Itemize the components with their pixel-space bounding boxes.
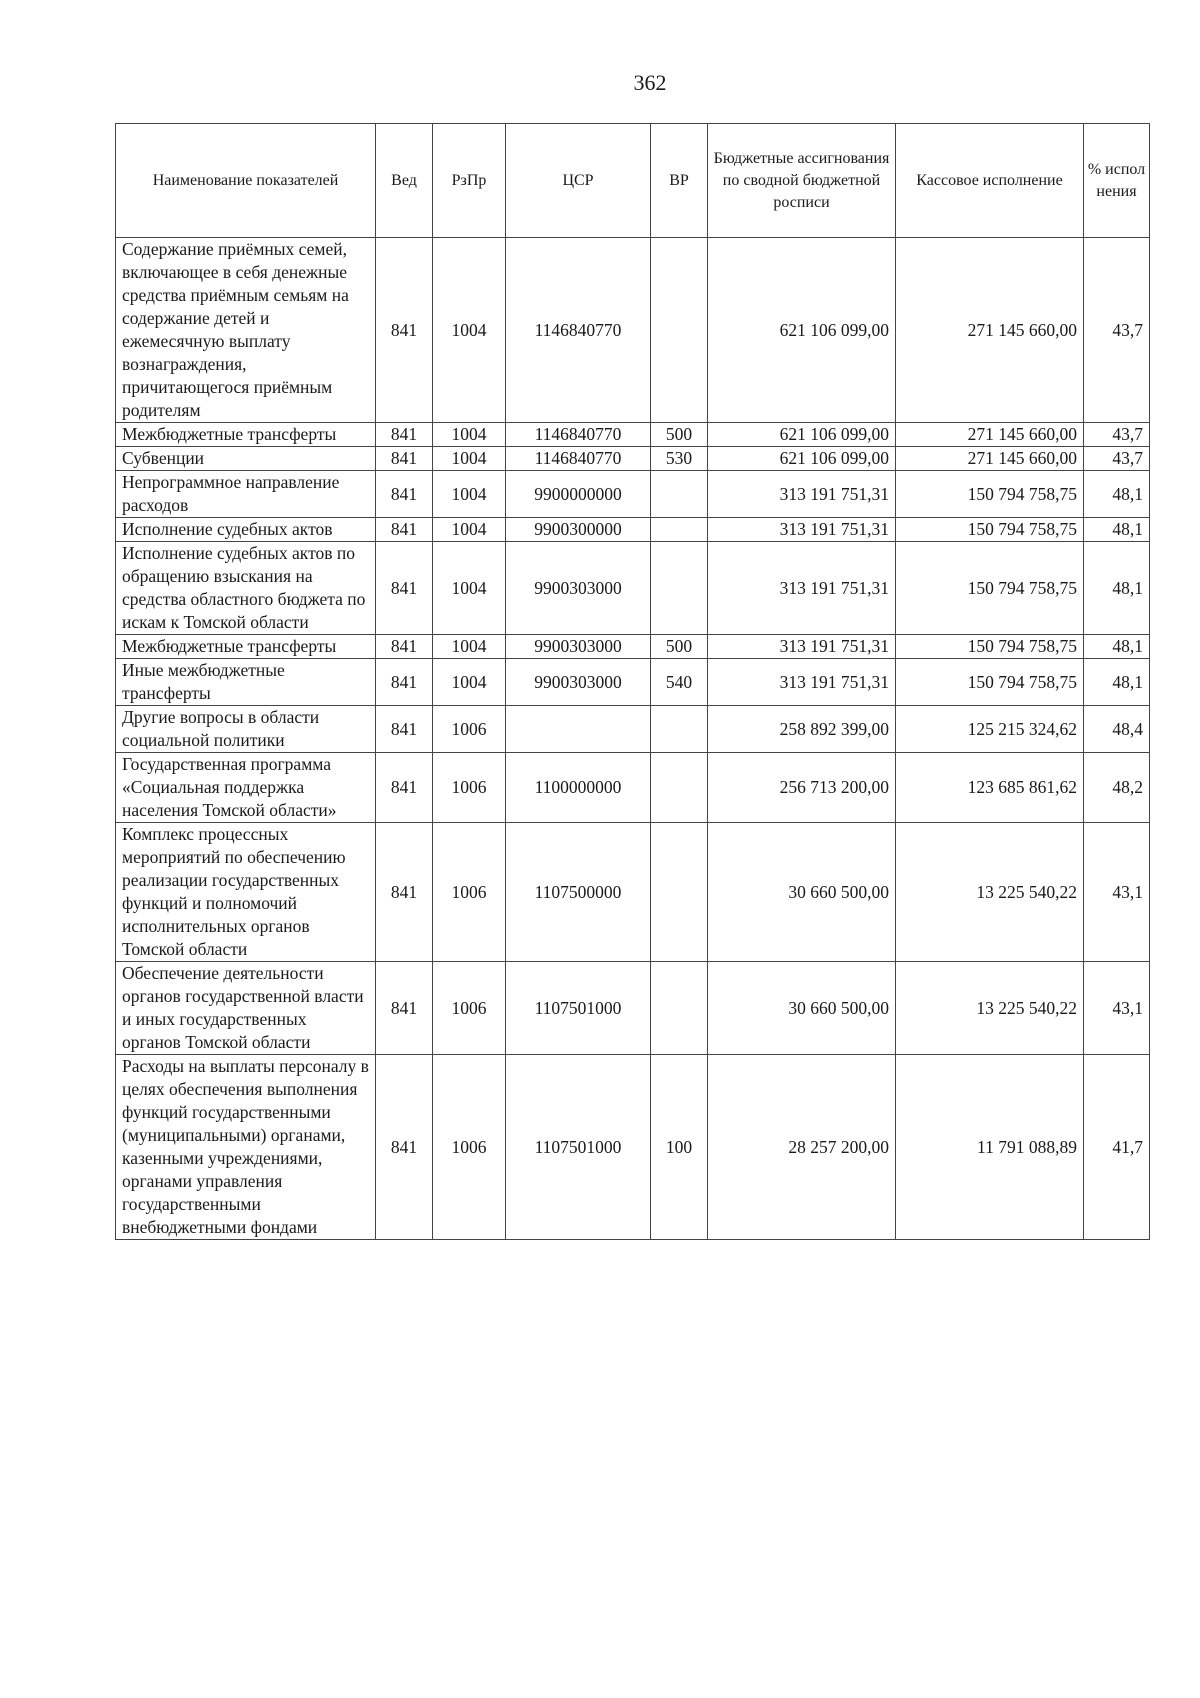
row-ved: 841	[376, 423, 433, 447]
row-ved: 841	[376, 753, 433, 823]
row-name: Комплекс процессных мероприятий по обеспечению реализации государственных функций и полномочий исполнительных органов Томской области	[116, 823, 376, 962]
header-fact: Кассовое исполнение	[896, 124, 1084, 238]
table-row	[116, 471, 1150, 518]
row-rzpr: 1006	[433, 706, 506, 753]
row-csr: 9900303000	[506, 635, 651, 659]
row-csr: 1107500000	[506, 823, 651, 962]
row-plan: 28 257 200,00	[708, 1055, 896, 1240]
row-pct: 43,7	[1084, 447, 1150, 471]
row-csr: 1146840770	[506, 423, 651, 447]
row-csr: 9900303000	[506, 542, 651, 635]
row-ved: 841	[376, 706, 433, 753]
header-rzpr: РзПр	[433, 124, 506, 238]
row-plan: 621 106 099,00	[708, 423, 896, 447]
table-row	[116, 518, 1150, 542]
row-vr	[651, 962, 708, 1055]
row-plan: 258 892 399,00	[708, 706, 896, 753]
row-pct: 48,1	[1084, 542, 1150, 635]
row-ved: 841	[376, 471, 433, 518]
row-rzpr: 1004	[433, 518, 506, 542]
row-pct: 48,1	[1084, 518, 1150, 542]
row-plan: 313 191 751,31	[708, 518, 896, 542]
row-ved: 841	[376, 823, 433, 962]
row-fact: 150 794 758,75	[896, 518, 1084, 542]
row-vr	[651, 471, 708, 518]
row-vr	[651, 753, 708, 823]
table-header-row	[116, 124, 1150, 238]
row-pct: 43,1	[1084, 823, 1150, 962]
row-fact: 125 215 324,62	[896, 706, 1084, 753]
row-ved: 841	[376, 1055, 433, 1240]
row-plan: 313 191 751,31	[708, 471, 896, 518]
row-rzpr: 1004	[433, 471, 506, 518]
row-name: Расходы на выплаты персоналу в целях обеспечения выполнения функций государственными (муниципальными) органами, казенными учреждениями, органами управления государственными внебюджетными фондами	[116, 1055, 376, 1240]
row-rzpr: 1004	[433, 659, 506, 706]
row-rzpr: 1004	[433, 423, 506, 447]
row-fact: 271 145 660,00	[896, 447, 1084, 471]
row-fact: 150 794 758,75	[896, 635, 1084, 659]
budget-table	[115, 123, 1150, 1240]
row-ved: 841	[376, 635, 433, 659]
table-row	[116, 753, 1150, 823]
row-plan: 256 713 200,00	[708, 753, 896, 823]
row-vr	[651, 823, 708, 962]
row-name: Государственная программа «Социальная поддержка населения Томской области»	[116, 753, 376, 823]
row-ved: 841	[376, 542, 433, 635]
page-number: 362	[633, 70, 667, 95]
row-pct: 48,1	[1084, 471, 1150, 518]
row-plan: 30 660 500,00	[708, 962, 896, 1055]
row-pct: 48,2	[1084, 753, 1150, 823]
row-rzpr: 1006	[433, 1055, 506, 1240]
row-vr: 500	[651, 423, 708, 447]
row-csr: 9900300000	[506, 518, 651, 542]
row-csr: 1107501000	[506, 962, 651, 1055]
header-ved: Вед	[376, 124, 433, 238]
row-fact: 271 145 660,00	[896, 238, 1084, 423]
row-plan: 313 191 751,31	[708, 659, 896, 706]
row-fact: 150 794 758,75	[896, 471, 1084, 518]
row-pct: 48,1	[1084, 635, 1150, 659]
row-rzpr: 1006	[433, 753, 506, 823]
row-csr: 9900000000	[506, 471, 651, 518]
row-vr: 530	[651, 447, 708, 471]
row-fact: 123 685 861,62	[896, 753, 1084, 823]
row-name: Субвенции	[116, 447, 376, 471]
row-vr	[651, 518, 708, 542]
table-row	[116, 1055, 1150, 1240]
row-vr: 500	[651, 635, 708, 659]
row-fact: 150 794 758,75	[896, 542, 1084, 635]
row-vr: 540	[651, 659, 708, 706]
row-name: Межбюджетные трансферты	[116, 635, 376, 659]
row-name: Обеспечение деятельности органов государственной власти и иных государственных органов Томской области	[116, 962, 376, 1055]
table-row	[116, 823, 1150, 962]
row-csr: 1107501000	[506, 1055, 651, 1240]
table-row	[116, 447, 1150, 471]
table-row	[116, 635, 1150, 659]
row-fact: 13 225 540,22	[896, 962, 1084, 1055]
row-rzpr: 1004	[433, 542, 506, 635]
row-pct: 48,1	[1084, 659, 1150, 706]
header-csr: ЦСР	[506, 124, 651, 238]
row-rzpr: 1004	[433, 447, 506, 471]
row-vr	[651, 238, 708, 423]
row-plan: 30 660 500,00	[708, 823, 896, 962]
row-rzpr: 1006	[433, 962, 506, 1055]
header-pct: % испол нения	[1084, 124, 1150, 238]
row-fact: 271 145 660,00	[896, 423, 1084, 447]
row-pct: 43,7	[1084, 423, 1150, 447]
row-csr: 1146840770	[506, 238, 651, 423]
row-ved: 841	[376, 447, 433, 471]
table-row	[116, 659, 1150, 706]
row-pct: 43,1	[1084, 962, 1150, 1055]
row-name: Непрограммное направление расходов	[116, 471, 376, 518]
row-csr	[506, 706, 651, 753]
row-plan: 621 106 099,00	[708, 238, 896, 423]
row-csr: 1146840770	[506, 447, 651, 471]
row-ved: 841	[376, 238, 433, 423]
table-row	[116, 962, 1150, 1055]
table-row	[116, 238, 1150, 423]
header-vr: ВР	[651, 124, 708, 238]
row-pct: 48,4	[1084, 706, 1150, 753]
row-name: Исполнение судебных актов по обращению взыскания на средства областного бюджета по искам к Томской области	[116, 542, 376, 635]
row-name: Межбюджетные трансферты	[116, 423, 376, 447]
table-row	[116, 423, 1150, 447]
header-plan: Бюджетные ассигнования по сводной бюджетной росписи	[708, 124, 896, 238]
row-fact: 150 794 758,75	[896, 659, 1084, 706]
row-ved: 841	[376, 659, 433, 706]
row-vr: 100	[651, 1055, 708, 1240]
header-name: Наименование показателей	[116, 124, 376, 238]
row-ved: 841	[376, 518, 433, 542]
row-rzpr: 1004	[433, 635, 506, 659]
row-fact: 13 225 540,22	[896, 823, 1084, 962]
row-ved: 841	[376, 962, 433, 1055]
row-pct: 43,7	[1084, 238, 1150, 423]
row-fact: 11 791 088,89	[896, 1055, 1084, 1240]
row-plan: 313 191 751,31	[708, 635, 896, 659]
table-row	[116, 542, 1150, 635]
row-pct: 41,7	[1084, 1055, 1150, 1240]
row-plan: 621 106 099,00	[708, 447, 896, 471]
row-csr: 9900303000	[506, 659, 651, 706]
row-name: Содержание приёмных семей, включающее в себя денежные средства приёмным семьям на содержание детей и ежемесячную выплату вознаграждения, причитающегося приёмным родителям	[116, 238, 376, 423]
row-rzpr: 1006	[433, 823, 506, 962]
row-name: Исполнение судебных актов	[116, 518, 376, 542]
row-plan: 313 191 751,31	[708, 542, 896, 635]
row-name: Другие вопросы в области социальной политики	[116, 706, 376, 753]
row-vr	[651, 542, 708, 635]
row-csr: 1100000000	[506, 753, 651, 823]
table-row	[116, 706, 1150, 753]
row-rzpr: 1004	[433, 238, 506, 423]
row-name: Иные межбюджетные трансферты	[116, 659, 376, 706]
row-vr	[651, 706, 708, 753]
